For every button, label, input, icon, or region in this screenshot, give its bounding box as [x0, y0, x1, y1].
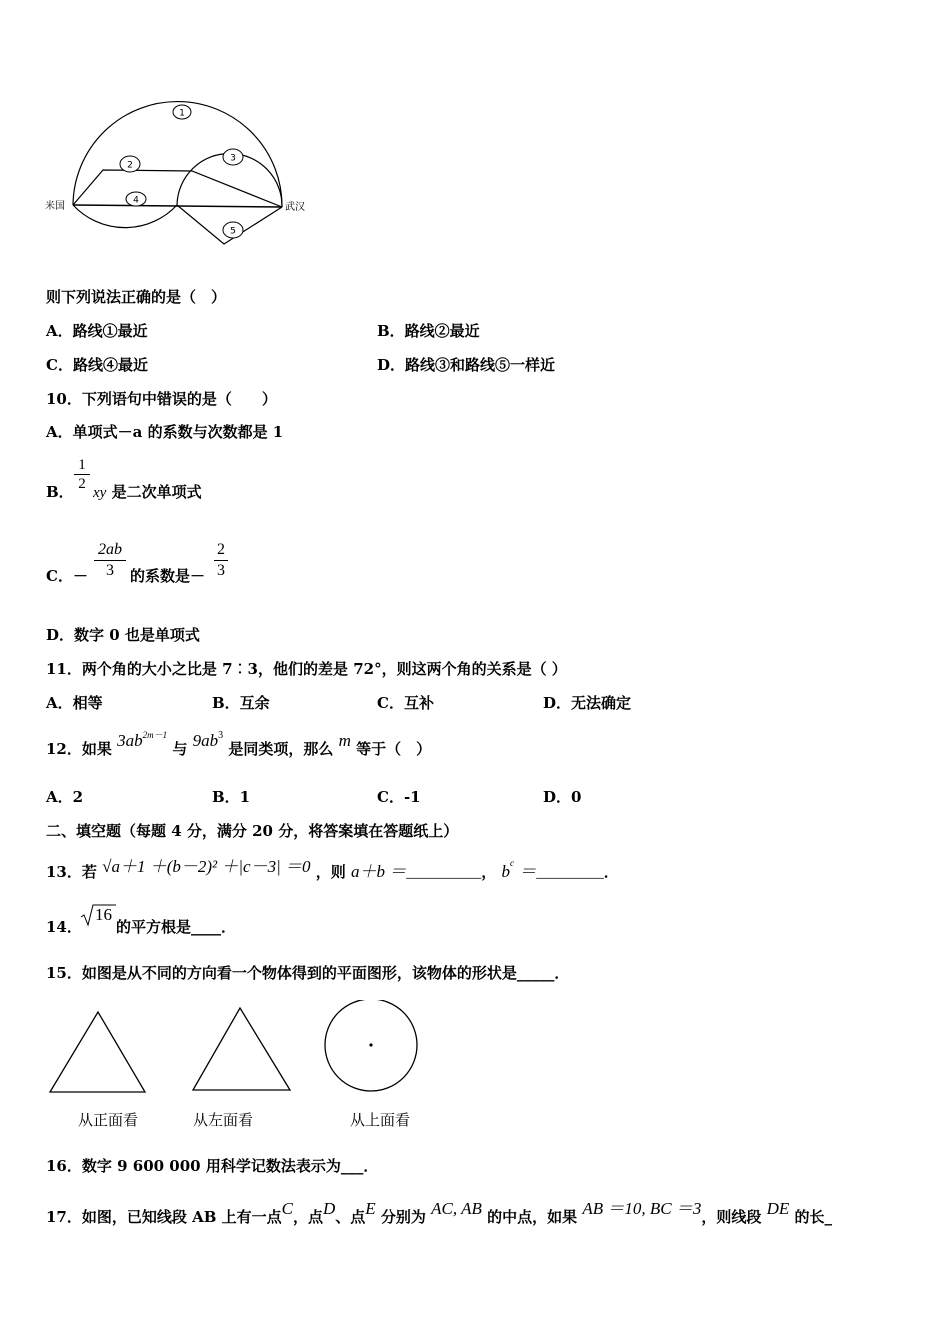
marker-1 — [173, 105, 191, 119]
q12-option-b: B．1 — [212, 788, 251, 806]
svg-text:4: 4 — [133, 195, 139, 206]
q10-option-a: A．单项式－a 的系数与次数都是 1 — [46, 423, 284, 441]
top-view-center-dot — [369, 1043, 372, 1046]
view-caption-left: 从左面看 — [193, 1111, 254, 1129]
q14-sqrt: 16 — [80, 903, 116, 931]
q13-stem: 13．若 √a＋1 ＋(b－2)² ＋|c－3| ＝0 ，则 a＋b ＝__________， $b^c$ ＝_________． — [46, 857, 619, 881]
q11-option-b: B．互余 — [212, 694, 270, 712]
svg-text:2: 2 — [127, 160, 133, 171]
q10-stem: 10．下列语句中错误的是（ ） — [46, 390, 277, 408]
q11-option-c: C．互补 — [377, 694, 434, 712]
q14-text: 的平方根是____． — [116, 918, 237, 936]
route-4-arc — [73, 205, 177, 228]
q15-stem: 15．如图是从不同的方向看一个物体得到的平面图形，该物体的形状是_____． — [46, 964, 570, 982]
q9-option-a: A．路线①最近 — [46, 322, 148, 340]
q12-stem: 12．如果 $3ab^{2m-1}$ 与 $9ab^3$ 是同类项，那么 m 等于（ ） — [46, 730, 432, 758]
svg-text:1: 1 — [179, 108, 185, 119]
label-right: 武汉 — [285, 202, 305, 213]
marker-3 — [223, 149, 243, 165]
q10-option-b-text: xy 是二次单项式 — [93, 483, 202, 501]
q11-stem: 11．两个角的大小之比是 7︰3，他们的差是 72°，则这两个角的关系是（ ） — [46, 660, 567, 678]
route-straight-line — [73, 205, 282, 207]
q12-option-a: A．2 — [46, 788, 84, 806]
q9-stem: 则下列说法正确的是（ ） — [46, 288, 227, 306]
q17-stem: 17．如图，已知线段 AB 上有一点C，点D、点E 分别为 AC, AB 的中点，如果 AB ＝10, BC ＝3，则线段 DE 的长_ — [46, 1199, 833, 1226]
front-view-triangle — [50, 1012, 145, 1092]
q12-option-d: D．0 — [543, 788, 582, 806]
route-diagram — [40, 100, 330, 260]
q10-option-c-text: 的系数是－ — [130, 567, 206, 585]
svg-text:3: 3 — [230, 153, 236, 164]
marker-5 — [223, 222, 243, 238]
label-left: 米国 — [45, 201, 65, 212]
q10-option-d: D．数字 0 也是单项式 — [46, 626, 200, 644]
marker-4 — [126, 192, 146, 206]
section-heading: 二、填空题（每题 4 分，满分 20 分，将答案填在答题纸上） — [46, 822, 459, 840]
q9-option-b: B．路线②最近 — [377, 322, 480, 340]
view-caption-front: 从正面看 — [78, 1111, 139, 1129]
q10-option-c-fraction2: $\frac{2}{3}$ — [214, 540, 228, 581]
left-view-triangle — [193, 1008, 290, 1090]
marker-2 — [120, 156, 140, 172]
q14-stem: 14． — [46, 918, 82, 936]
svg-text:5: 5 — [230, 226, 236, 237]
q12-option-c: C．-1 — [377, 788, 421, 806]
q16-stem: 16．数字 9 600 000 用科学记数法表示为___． — [46, 1157, 379, 1175]
q9-option-d: D．路线③和路线⑤一样近 — [377, 356, 556, 374]
q10-option-c-label: C．－ — [46, 567, 88, 585]
q10-option-b-label: B． — [46, 483, 74, 501]
q10-option-c-fraction: $\frac{2ab}{3}$ — [94, 540, 126, 581]
q11-option-d: D．无法确定 — [543, 694, 632, 712]
q9-option-c: C．路线④最近 — [46, 356, 148, 374]
q15-views — [40, 1000, 430, 1100]
q11-option-a: A．相等 — [46, 694, 103, 712]
q10-option-b-fraction: $\frac{1}{2}$ — [74, 456, 90, 493]
view-caption-top: 从上面看 — [350, 1111, 411, 1129]
